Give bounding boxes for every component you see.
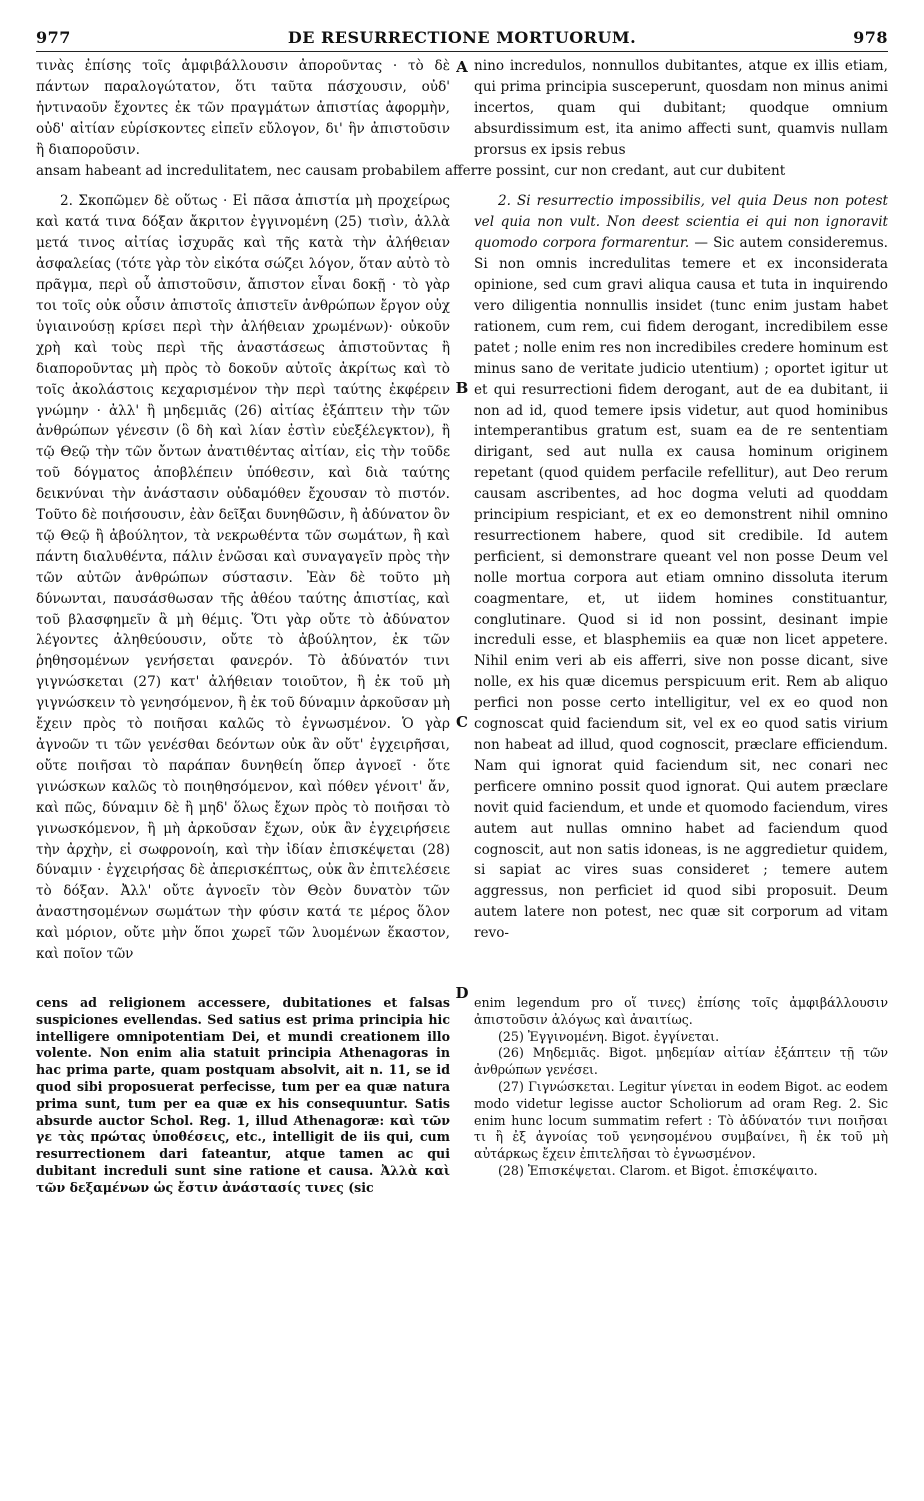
latin-column-main bbox=[462, 191, 888, 965]
latin-section-heading: 2. Si resurrectio impossibilis, vel quia Deus non potest vel quia non vult. Non deest scientia ei qui non ignoravit quomodo corpora formarentur. bbox=[474, 193, 888, 252]
margin-marker-c: C bbox=[452, 713, 472, 731]
note-right-1: (25) Ἐγγινομένη. Bigot. ἐγγίνεται. bbox=[498, 1028, 720, 1044]
note-right-2: (26) Μηδεμιᾶς. Bigot. μηδεμίαν αἰτίαν ἐξάπτειν τῇ τῶν ἀνθρώπων γενέσει. bbox=[474, 1045, 888, 1078]
left-page-number: 977 bbox=[36, 28, 71, 47]
latin-column-top bbox=[462, 56, 888, 161]
greek-top-text: τινὰς ἐπίσης τοῖς ἀμφιβάλλουσιν ἀποροῦντας · τὸ δὲ πάντων παραλογώτατον, ὅτι ταῦτα πάσχουσιν, οὐδ' ἡντιναοῦν ἔχοντες ἐκ τῶν πραγμάτων ἀπιστίας ἀφορμὴν, οὐδ' αἰτίαν εὑρίσκοντες εἰπεῖν εὔλογον, δι' ἣν ἀπιστοῦσιν ἢ διαποροῦσιν. bbox=[36, 58, 450, 158]
page bbox=[36, 28, 888, 1197]
note-right-3: (27) Γιγνώσκεται. Legitur γίνεται in eodem Bigot. ac eodem modo videtur legisse auctor Scholiorum ad oram Reg. 2. Sic enim hunc locum summatim refert : Τὸ ἀδύνατόν τινι ποιῆσαι τι ἢ ἐξ ἀγνοίας τοῦ γενησομένου συμβαίνει, ἢ ἐκ τοῦ μὴ αὐτάρκως ἔχειν ἐπιτελῆσαι τὸ ἐγνωσμένον. bbox=[474, 1078, 888, 1162]
right-page-number: 978 bbox=[853, 28, 888, 47]
greek-column-main bbox=[36, 191, 462, 965]
note-right-0: enim legendum pro οἵ τινες) ἐπίσης τοῖς ἀμφιβάλλουσιν ἀπιστοῦσιν ἀλόγως καὶ ἀναιτίως. bbox=[474, 994, 888, 1027]
running-title: DE RESURRECTIONE MORTUORUM. bbox=[287, 28, 637, 47]
latin-top-text: nino incredulos, nonnullos dubitantes, atque ex illis etiam, qui prima principia susceperunt, quosdam non minus animi incertos, quam qui dubitant; quodque omnium absurdissimum est, ita animo affecti sunt, quamvis nullam prorsus ex ipsis rebus bbox=[474, 58, 888, 158]
footnotes bbox=[36, 995, 888, 1197]
note-left-text: cens ad religionem accessere, dubitationes et falsas suspiciones evellendas. Sed satius est prima principia hic intelligere omnipotentiam Dei, et mundi creationem illo volente. Non enim alia statuit principia Athenagoras in hac prima parte, quam postquam absolvit, ait n. 11, se id quod sibi proposuerat perfecisse, tum per ea quæ natura prima sunt, tum per ea quæ ex his consequuntur. Satis absurde auctor Schol. Reg. 1, illud Athenagoræ: καὶ τῶν γε τὰς πρώτας ὑποθέσεις, etc., intelligit de iis qui, cum resurrectionem dari fateantur, atque tamen ac qui dubitant increduli sunt sine ratione et causa. Ἀλλὰ καὶ τῶν δεξαμένων ὡς ἔστιν ἀνάστασίς τινες (sic bbox=[36, 994, 450, 1195]
footnotes-left bbox=[36, 995, 462, 1197]
top-block bbox=[36, 56, 888, 161]
main-block bbox=[36, 191, 889, 1003]
footnotes-right bbox=[462, 995, 888, 1197]
margin-marker-b: B bbox=[452, 379, 472, 397]
greek-column-top bbox=[36, 56, 462, 161]
latin-main-text: — Sic autem consideremus. Si non omnis incredulitas temere et ex inconsiderata opinione, sed cum gravi aliqua causa et tuta in inquirendo vero diligentia nonnullis insidet (tunc enim justam habet rationem, cum rem, cui fidem derogant, incredibilem esse patet ; nolle enim res non incredibiles credere hominum est minus sano de veritate judicio utentium) ; oportet igitur ut et qui resurrectioni fidem derogant, aut de ea dubitant, ii non ad id, quod temere ipsis videtur, aut quod hominibus intemperantibus gratum est, suam ea de re sententiam dirigant, sed aut nulla ex causa hominum originem repetant (quod quidem perfacile refellitur), aut Deo rerum causam ascribentes, ad hoc dogma veluti ad quoddam principium respiciant, et ex eo demonstrent nihil omnino resurrectionem habere, quod sit credibile. Id autem perficient, si demonstrare queant vel non posse Deum vel nolle mortua corpora aut etiam omnino dissoluta iterum coagmentare, et, ut iidem homines constituantur, conglutinare. Quod si id non possint, desinant impie increduli esse, et blasphemiis ea quæ non licet appetere. Nihil enim veri ab eis afferri, sive non posse dicant, sive nolle, ex his quæ dicemus perspicuum erit. Rem ab aliquo perfici non posse certo intelligitur, vel ex eo quod non cognoscat quid faciendum sit, vel ex eo quod satis virium non habeat ad illud, quod cognoscit, præclare efficiendum. Nam qui ignorat quid faciendum sit, nec conari nec perficere omnino possit quod ignorat. Qui autem præclare novit quid faciendum, et unde et quomodo faciendum, vires autem aut nullas omnino habet ad faciendum quod cognoscit, aut non satis idoneas, is ne aggredietur quidem, si sapiat ac vires suas consideret ; temere autem aggressus, non perficiet id quod sibi proposuit. Deum autem latere non potest, nec quæ sit corporum ad vitam revo- bbox=[474, 235, 889, 942]
greek-main-text: 2. Σκοπῶμεν δὲ οὕτως · Εἰ πᾶσα ἀπιστία μὴ προχείρως καὶ κατά τινα δόξαν ἄκριτον ἐγγινομένη (25) τισὶν, ἀλλὰ μετά τινος αἰτίας ἰσχυρᾶς καὶ τῆς κατὰ τὴν ἀλήθειαν ἀσφαλείας (τότε γὰρ τὸν εἰκότα σώζει λόγον, ὅταν αὐτὸ τὸ πρᾶγμα, περὶ οὗ ἀπιστοῦσιν, ἄπιστον εἶναι δοκῇ · τὸ γὰρ τοι τοῖς οὐκ οὖσιν ἀπιστοῖς ἀπιστεῖν ἀνθρώπων ἔργον οὐχ ὑγιαινούσῃ κρίσει περὶ τὴν ἀλήθειαν χρωμένων)· οὐκοῦν χρὴ καὶ τοὺς περὶ τῆς ἀναστάσεως ἀπιστοῦντας ἢ διαποροῦντας μὴ πρὸς τὸ δοκοῦν αὐτοῖς ἀκρίτως καὶ τὸ τοῖς ἀκολάστοις κεχαρισμένον τὴν περὶ ταύτης ἐκφέρειν γνώμην · ἀλλ' ἢ μηδεμιᾶς (26) αἰτίας ἐξάπτειν τὴν τῶν ἀνθρώπων γένεσιν (ὃ δὴ καὶ λίαν ἐστὶν εὐεξέλεγκτον), ἢ τῷ Θεῷ τὴν τῶν ὄντων ἀνατιθέντας αἰτίαν, εἰς τὴν τοῦδε τοῦ δόγματος ἀποβλέπειν ὑπόθεσιν, καὶ διὰ ταύτης δεικνύναι τὴν ἀνάστασιν οὐδαμόθεν ἔχουσαν τὸ πιστόν. Τοῦτο δὲ ποιήσουσιν, ἐὰν δεῖξαι δυνηθῶσιν, ἢ ἀδύνατον ὂν τῷ Θεῷ ἢ ἀβούλητον, τὰ νεκρωθέντα τῶν σωμάτων, ἢ καὶ πάντη διαλυθέντα, πάλιν ἑνῶσαι καὶ συναγαγεῖν πρὸς τὴν τῶν αὐτῶν ἀνθρώπων σύστασιν. Ἐὰν δὲ τοῦτο μὴ δύνωνται, παυσάσθωσαν τῆς ἀθέου ταύτης ἀπιστίας, καὶ τοῦ βλασφημεῖν ἃ μὴ θέμις. Ὅτι γὰρ οὔτε τὸ ἀδύνατον λέγοντες ἀληθεύουσιν, οὔτε τὸ ἀβούλητον, ἐκ τῶν ῥηθησομένων γενήσεται φανερόν. Τὸ ἀδύνατόν τινι γιγνώσκεται (27) κατ' ἀλήθειαν τοιοῦτον, ἢ ἐκ τοῦ μὴ γιγνώσκειν τὸ γενησόμενον, ἢ ἐκ τοῦ δύναμιν ἀρκοῦσαν μὴ ἔχειν πρὸς τὸ ποιῆσαι καλῶς τὸ ἐγνωσμένον. Ὁ γὰρ ἀγνοῶν τι τῶν γενέσθαι δεόντων οὐκ ἂν οὔτ' ἐγχειρῆσαι, οὔτε ποιῆσαι τὸ παράπαν δυνηθείη ὅπερ ἀγνοεῖ · ὅτε γινώσκων καλῶς τὸ ποιηθησόμενον, καὶ πόθεν γένοιτ' ἄν, καὶ πῶς, δύναμιν δὲ ἢ μηδ' ὅλως ἔχων πρὸς τὸ ποιῆσαι τὸ γινωσκόμενον, ἢ μὴ ἀρκοῦσαν ἔχων, οὐκ ἂν ἐγχειρήσειε τὴν ἀρχὴν, εἰ σωφρονοίη, καὶ τὴν ἰδίαν ἐπισκέψεται (28) δύναμιν · ἐγχειρήσας δὲ ἀπερισκέπτως, οὐκ ἂν ἐπιτελέσειε τὸ δόξαν. Ἀλλ' οὔτε ἀγνοεῖν τὸν Θεὸν δυνατὸν τῶν ἀναστησομένων σωμάτων τὴν φύσιν κατά τε μέρος ὅλον καὶ μόριον, οὔτε μὴν ὅποι χωρεῖ τῶν λυομένων ἕκαστον, καὶ ποῖον τῶν bbox=[36, 193, 450, 963]
margin-marker-a: A bbox=[452, 58, 472, 76]
note-right-4: (28) Ἐπισκέψεται. Clarom. et Bigot. ἐπισκέψαιτο. bbox=[498, 1162, 818, 1178]
running-header bbox=[36, 28, 888, 52]
margin-marker-d: D bbox=[452, 984, 472, 1002]
spanning-line: ansam habeant ad incredulitatem, nec causam probabilem afferre possint, cur non credant, aut cur dubitent bbox=[36, 162, 786, 179]
